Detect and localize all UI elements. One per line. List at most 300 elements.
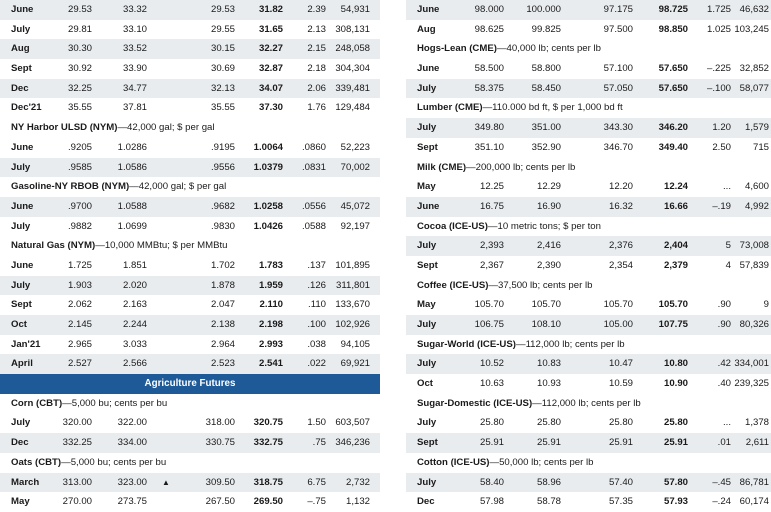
cell-change: .0588 xyxy=(301,220,326,232)
contract-header xyxy=(406,394,771,414)
cell-open: 30.30 xyxy=(67,43,92,55)
cell-low: 343.30 xyxy=(603,122,633,134)
cell-settle: 32.27 xyxy=(258,43,283,55)
cell-settle: 346.20 xyxy=(658,122,688,134)
cell-open-interest: 4,600 xyxy=(744,181,769,193)
contract-name: Milk (CME) xyxy=(417,161,467,173)
cell-open-interest: 70,002 xyxy=(340,161,370,173)
cell-open-interest: 129,484 xyxy=(335,102,370,114)
cell-settle: 25.80 xyxy=(663,417,688,429)
cell-open: 351.10 xyxy=(474,141,504,153)
cell-change: 1.025 xyxy=(706,23,731,35)
cell-month: June xyxy=(417,4,440,15)
cell-open: .9700 xyxy=(67,200,92,212)
cell-change: ... xyxy=(723,417,731,429)
table-row xyxy=(406,197,771,217)
table-row xyxy=(0,217,380,237)
cell-change: ... xyxy=(723,181,731,193)
cell-low: 16.32 xyxy=(608,200,633,212)
cell-open-interest: 52,223 xyxy=(340,141,370,153)
cell-high: 1.0699 xyxy=(117,220,147,232)
cell-high: 323.00 xyxy=(117,476,147,488)
cell-low: 30.15 xyxy=(210,43,235,55)
cell-month: April xyxy=(11,358,33,370)
table-row xyxy=(406,374,771,394)
cell-settle: 1.0379 xyxy=(253,161,283,173)
contract-spec: —37,500 lb; cents per lb xyxy=(488,279,593,291)
cell-high: 58.96 xyxy=(536,476,561,488)
cell-open: 270.00 xyxy=(62,496,92,508)
cell-settle: 318.75 xyxy=(253,476,283,488)
cell-open-interest: 103,245 xyxy=(734,23,769,35)
cell-change: –.45 xyxy=(712,476,731,488)
contract-header xyxy=(0,236,380,256)
contract-spec: —50,000 lb; cents per lb xyxy=(489,456,594,468)
contract-spec: —5,000 bu; cents per bu xyxy=(62,397,168,409)
cell-low: 29.53 xyxy=(210,4,235,15)
contract-name: Hogs-Lean (CME) xyxy=(417,43,497,55)
cell-month: July xyxy=(417,122,437,134)
cell-settle: 2,404 xyxy=(663,240,688,252)
cell-month: Sept xyxy=(11,63,32,75)
cell-open-interest: 1,132 xyxy=(345,496,370,508)
cell-month: Oct xyxy=(417,378,433,390)
contract-name: Gasoline-NY RBOB (NYM) xyxy=(11,181,130,193)
cell-change: 1.76 xyxy=(307,102,326,114)
cell-low: 1.878 xyxy=(210,279,235,291)
table-row xyxy=(0,158,380,178)
cell-month: July xyxy=(417,82,437,94)
cell-settle: 107.75 xyxy=(658,319,688,330)
cell-settle: 1.783 xyxy=(258,259,283,271)
cell-high: 58.800 xyxy=(531,63,561,75)
cell-change: 4 xyxy=(725,259,731,271)
contract-header xyxy=(406,217,771,237)
cell-high: 105.70 xyxy=(531,299,561,311)
cell-open-interest: 32,852 xyxy=(739,63,769,75)
cell-change: .01 xyxy=(717,437,731,449)
cell-open-interest: 73,008 xyxy=(739,240,769,252)
cell-month: July xyxy=(11,161,31,173)
table-row xyxy=(0,295,380,315)
cell-open-interest: 9 xyxy=(763,299,769,311)
cell-low: 57.100 xyxy=(603,63,633,75)
cell-month: Oct xyxy=(11,319,27,330)
cell-open: .9205 xyxy=(67,141,92,153)
cell-settle: 2.198 xyxy=(258,319,283,330)
cell-open: 98.625 xyxy=(474,23,504,35)
cell-month: Jan'21 xyxy=(11,338,41,350)
cell-low: 30.69 xyxy=(210,63,235,75)
cell-high: 2,416 xyxy=(536,240,561,252)
cell-change: 6.75 xyxy=(307,476,326,488)
cell-low: 2.138 xyxy=(210,319,235,330)
cell-open-interest: 603,507 xyxy=(335,417,370,429)
cell-month: Sept xyxy=(417,259,438,271)
contract-spec: —200,000 lb; cents per lb xyxy=(466,161,576,173)
cell-settle: 31.65 xyxy=(258,23,283,35)
table-row xyxy=(0,39,380,59)
cell-open: .9882 xyxy=(67,220,92,232)
cell-open: 29.53 xyxy=(67,4,92,15)
cell-open-interest: 133,670 xyxy=(335,299,370,311)
cell-settle: 34.07 xyxy=(258,82,283,94)
cell-change: .0556 xyxy=(301,200,326,212)
cell-open-interest: 45,072 xyxy=(340,200,370,212)
cell-change: 2.06 xyxy=(307,82,326,94)
cell-change: 1.50 xyxy=(307,417,326,429)
contract-header xyxy=(406,276,771,296)
cell-month: Aug xyxy=(11,43,30,55)
cell-high: 33.32 xyxy=(122,4,147,15)
contract-header xyxy=(406,39,771,59)
contract-name: Lumber (CME) xyxy=(417,102,483,114)
cell-open-interest: 304,304 xyxy=(335,63,370,75)
contract-header xyxy=(406,158,771,178)
cell-month: July xyxy=(11,417,31,429)
cell-high: 2,390 xyxy=(536,259,561,271)
table-row xyxy=(406,177,771,197)
cell-open: 25.80 xyxy=(479,417,504,429)
cell-change: .42 xyxy=(717,358,731,370)
table-row xyxy=(0,492,380,512)
cell-high: 58.78 xyxy=(536,496,561,508)
cell-open: 2.062 xyxy=(67,299,92,311)
contract-name: Cocoa (ICE-US) xyxy=(417,220,488,232)
table-row xyxy=(406,354,771,374)
cell-open: 2.527 xyxy=(67,358,92,370)
cell-settle: 332.75 xyxy=(253,437,283,449)
cell-low: 105.00 xyxy=(603,319,633,330)
cell-open: 30.92 xyxy=(67,63,92,75)
cell-month: Dec xyxy=(11,82,29,94)
cell-change: .137 xyxy=(307,259,326,271)
cell-month: July xyxy=(11,220,31,232)
cell-open: 105.70 xyxy=(474,299,504,311)
cell-open: 332.25 xyxy=(62,437,92,449)
cell-open: 16.75 xyxy=(479,200,504,212)
cell-month: Sept xyxy=(417,141,438,153)
cell-high: 99.825 xyxy=(531,23,561,35)
cell-open: 32.25 xyxy=(67,82,92,94)
cell-open: 349.80 xyxy=(474,122,504,134)
contract-header xyxy=(0,118,380,138)
cell-high: 108.10 xyxy=(531,319,561,330)
cell-low: 267.50 xyxy=(205,496,235,508)
contract-spec: —42,000 gal; $ per gal xyxy=(129,181,227,193)
cell-settle: 32.87 xyxy=(258,63,283,75)
contract-name: Sugar-World (ICE-US) xyxy=(417,338,516,350)
cell-settle: 98.850 xyxy=(658,23,688,35)
cell-open-interest: 248,058 xyxy=(335,43,370,55)
table-row xyxy=(406,138,771,158)
table-row xyxy=(0,433,380,453)
table-row xyxy=(0,276,380,296)
table-row xyxy=(0,79,380,99)
cell-high: 37.81 xyxy=(122,102,147,114)
cell-settle: 349.40 xyxy=(658,141,688,153)
cell-month: May xyxy=(417,299,436,311)
cell-change: 2.18 xyxy=(307,63,326,75)
cell-open: 58.375 xyxy=(474,82,504,94)
cell-low: 97.175 xyxy=(603,4,633,15)
cell-change: –.225 xyxy=(706,63,731,75)
cell-high: 33.90 xyxy=(122,63,147,75)
cell-low: 29.55 xyxy=(210,23,235,35)
cell-month: July xyxy=(11,23,31,35)
cell-low: 57.40 xyxy=(608,476,633,488)
cell-change: .40 xyxy=(717,378,731,390)
cell-low: 318.00 xyxy=(205,417,235,429)
cell-settle: 105.70 xyxy=(658,299,688,311)
cell-high: 1.0586 xyxy=(117,161,147,173)
cell-high: 58.450 xyxy=(531,82,561,94)
right-table xyxy=(406,0,771,512)
cell-settle: 1.0426 xyxy=(253,220,283,232)
cell-open-interest: 94,105 xyxy=(340,338,370,350)
cell-low: 330.75 xyxy=(205,437,235,449)
cell-change: .022 xyxy=(307,358,326,370)
table-row xyxy=(0,354,380,374)
cell-high: 16.90 xyxy=(536,200,561,212)
cell-change: .0860 xyxy=(301,141,326,153)
contract-name: Coffee (ICE-US) xyxy=(417,279,489,291)
cell-low: 32.13 xyxy=(210,82,235,94)
cell-change: –.100 xyxy=(706,82,731,94)
table-row xyxy=(406,0,771,20)
cell-month: Dec xyxy=(11,437,29,449)
cell-open-interest: 57,839 xyxy=(739,259,769,271)
cell-high: 33.10 xyxy=(122,23,147,35)
cell-low: 2,376 xyxy=(608,240,633,252)
cell-low: 10.59 xyxy=(608,378,633,390)
cell-open-interest: 339,481 xyxy=(335,82,370,94)
cell-low: 2,354 xyxy=(608,259,633,271)
cell-open: 1.903 xyxy=(67,279,92,291)
cell-open-interest: 2,732 xyxy=(345,476,370,488)
contract-header xyxy=(406,98,771,118)
cell-settle: 2.110 xyxy=(259,299,283,311)
cell-open-interest: 239,325 xyxy=(734,378,769,390)
cell-settle: 10.80 xyxy=(663,358,688,370)
cell-open: 106.75 xyxy=(474,319,504,330)
cell-month: June xyxy=(11,259,34,271)
cell-month: July xyxy=(417,240,437,252)
cell-open: 10.63 xyxy=(479,378,504,390)
cell-low: .9682 xyxy=(210,200,235,212)
cell-open-interest: 2,611 xyxy=(745,437,769,449)
contract-name: Sugar-Domestic (ICE-US) xyxy=(417,397,533,409)
table-row xyxy=(406,118,771,138)
cell-change: 2.15 xyxy=(307,43,326,55)
cell-low: .9556 xyxy=(210,161,235,173)
contract-spec: —5,000 bu; cents per bu xyxy=(61,456,167,468)
cell-high: 273.75 xyxy=(117,496,147,508)
cell-low: 57.050 xyxy=(603,82,633,94)
cell-change: –.24 xyxy=(712,496,731,508)
table-row xyxy=(0,59,380,79)
contract-name: Corn (CBT) xyxy=(11,397,63,409)
cell-open: 29.81 xyxy=(67,23,92,35)
cell-open: 58.500 xyxy=(474,63,504,75)
cell-settle: 57.650 xyxy=(658,63,688,75)
cell-month: July xyxy=(417,358,437,370)
cell-low: .9830 xyxy=(210,220,235,232)
cell-open: 35.55 xyxy=(67,102,92,114)
cell-high: 322.00 xyxy=(117,417,147,429)
cell-settle: 2.541 xyxy=(258,358,283,370)
cell-settle: 2.993 xyxy=(258,338,283,350)
cell-open-interest: 80,326 xyxy=(739,319,769,330)
cell-low: 105.70 xyxy=(603,299,633,311)
cell-open: 2,393 xyxy=(479,240,504,252)
cell-high: 1.0286 xyxy=(117,141,147,153)
cell-open: 2.145 xyxy=(67,319,92,330)
table-row xyxy=(0,473,380,493)
cell-month: Sept xyxy=(417,437,438,449)
cell-settle: 2,379 xyxy=(663,259,688,271)
contract-name: Natural Gas (NYM) xyxy=(11,240,96,252)
cell-high: 25.91 xyxy=(536,437,561,449)
cell-settle: 31.82 xyxy=(258,4,283,15)
cell-high: 352.90 xyxy=(531,141,561,153)
cell-change: .100 xyxy=(307,319,326,330)
cell-open: 98.000 xyxy=(474,4,504,15)
cell-change: 1.20 xyxy=(712,122,731,134)
cell-change: .90 xyxy=(717,299,731,311)
cell-month: June xyxy=(11,4,34,15)
table-row xyxy=(0,98,380,118)
cell-flag: ▲ xyxy=(162,477,170,487)
cell-settle: 1.959 xyxy=(258,279,283,291)
cell-open: 2,367 xyxy=(479,259,504,271)
cell-open-interest: 308,131 xyxy=(335,23,370,35)
cell-change: .110 xyxy=(308,299,326,311)
cell-month: June xyxy=(11,141,34,153)
cell-low: 2.523 xyxy=(210,358,235,370)
contract-header xyxy=(406,453,771,473)
cell-change: .0831 xyxy=(301,161,326,173)
contract-name: Cotton (ICE-US) xyxy=(417,456,490,468)
table-row xyxy=(406,413,771,433)
cell-low: 12.20 xyxy=(608,181,633,193)
cell-settle: 320.75 xyxy=(253,417,283,429)
cell-open: 10.52 xyxy=(479,358,504,370)
cell-high: 1.0588 xyxy=(117,200,147,212)
cell-high: 2.020 xyxy=(122,279,147,291)
cell-change: .75 xyxy=(312,437,326,449)
cell-high: 10.93 xyxy=(536,378,561,390)
cell-settle: 12.24 xyxy=(663,181,688,193)
cell-settle: 1.0064 xyxy=(253,141,283,153)
cell-open-interest: 92,197 xyxy=(340,220,370,232)
cell-change: –.19 xyxy=(712,200,731,212)
cell-high: 12.29 xyxy=(536,181,561,193)
table-row xyxy=(0,413,380,433)
cell-month: May xyxy=(417,181,436,193)
contract-name: NY Harbor ULSD (NYM) xyxy=(11,122,118,134)
contract-header xyxy=(0,453,380,473)
cell-high: 2.244 xyxy=(122,319,147,330)
table-row xyxy=(0,20,380,40)
cell-low: 57.35 xyxy=(608,496,633,508)
cell-month: June xyxy=(11,200,34,212)
cell-high: 351.00 xyxy=(531,122,561,134)
table-row xyxy=(0,256,380,276)
cell-month: June xyxy=(417,200,440,212)
cell-change: 1.725 xyxy=(706,4,731,15)
cell-open: 57.98 xyxy=(479,496,504,508)
cell-change: 2.13 xyxy=(307,23,326,35)
table-row xyxy=(0,197,380,217)
cell-month: Sept xyxy=(11,299,32,311)
cell-open-interest: 1,378 xyxy=(744,417,769,429)
cell-high: 1.851 xyxy=(122,259,147,271)
cell-month: July xyxy=(417,476,437,488)
table-row xyxy=(406,59,771,79)
cell-open: 25.91 xyxy=(479,437,504,449)
cell-low: 25.91 xyxy=(608,437,633,449)
cell-change: .126 xyxy=(307,279,326,291)
cell-open: 58.40 xyxy=(479,476,504,488)
cell-high: 2.163 xyxy=(122,299,147,311)
cell-month: Dec xyxy=(417,496,435,508)
cell-low: 309.50 xyxy=(205,476,235,488)
table-row xyxy=(0,335,380,355)
cell-open-interest: 86,781 xyxy=(739,476,769,488)
cell-month: July xyxy=(417,417,437,429)
contract-header xyxy=(406,335,771,355)
cell-open: 12.25 xyxy=(479,181,504,193)
cell-low: 10.47 xyxy=(608,358,633,370)
table-row xyxy=(406,295,771,315)
section-banner: Agriculture Futures xyxy=(0,374,380,394)
cell-change: 2.39 xyxy=(307,4,326,15)
cell-open: 1.725 xyxy=(67,259,92,271)
table-row xyxy=(406,20,771,40)
cell-low: 1.702 xyxy=(210,259,235,271)
contract-name: Oats (CBT) xyxy=(11,456,62,468)
cell-low: 35.55 xyxy=(210,102,235,114)
cell-open-interest: 346,236 xyxy=(335,437,370,449)
cell-settle: 25.91 xyxy=(663,437,688,449)
cell-settle: 98.725 xyxy=(658,4,688,15)
cell-high: 100.000 xyxy=(526,4,561,15)
cell-open-interest: 311,801 xyxy=(336,279,370,291)
cell-open: 320.00 xyxy=(62,417,92,429)
table-row xyxy=(406,79,771,99)
cell-month: July xyxy=(11,279,31,291)
contract-spec: —112,000 lb; cents per lb xyxy=(515,338,625,350)
cell-low: 97.500 xyxy=(603,23,633,35)
contract-spec: —110.000 bd ft, $ per 1,000 bd ft xyxy=(482,102,623,114)
cell-change: –.75 xyxy=(307,496,326,508)
cell-settle: 269.50 xyxy=(253,496,283,508)
contract-spec: —10 metric tons; $ per ton xyxy=(487,220,601,232)
cell-open-interest: 4,992 xyxy=(744,200,769,212)
cell-open-interest: 102,926 xyxy=(335,319,370,330)
cell-open-interest: 101,895 xyxy=(335,259,370,271)
cell-settle: 1.0258 xyxy=(253,200,283,212)
table-row xyxy=(406,433,771,453)
contract-header xyxy=(0,177,380,197)
table-row xyxy=(406,473,771,493)
contract-spec: —42,000 gal; $ per gal xyxy=(117,122,215,134)
table-row xyxy=(0,138,380,158)
table-row xyxy=(0,315,380,335)
cell-settle: 10.90 xyxy=(663,378,688,390)
cell-change: 2.50 xyxy=(712,141,731,153)
